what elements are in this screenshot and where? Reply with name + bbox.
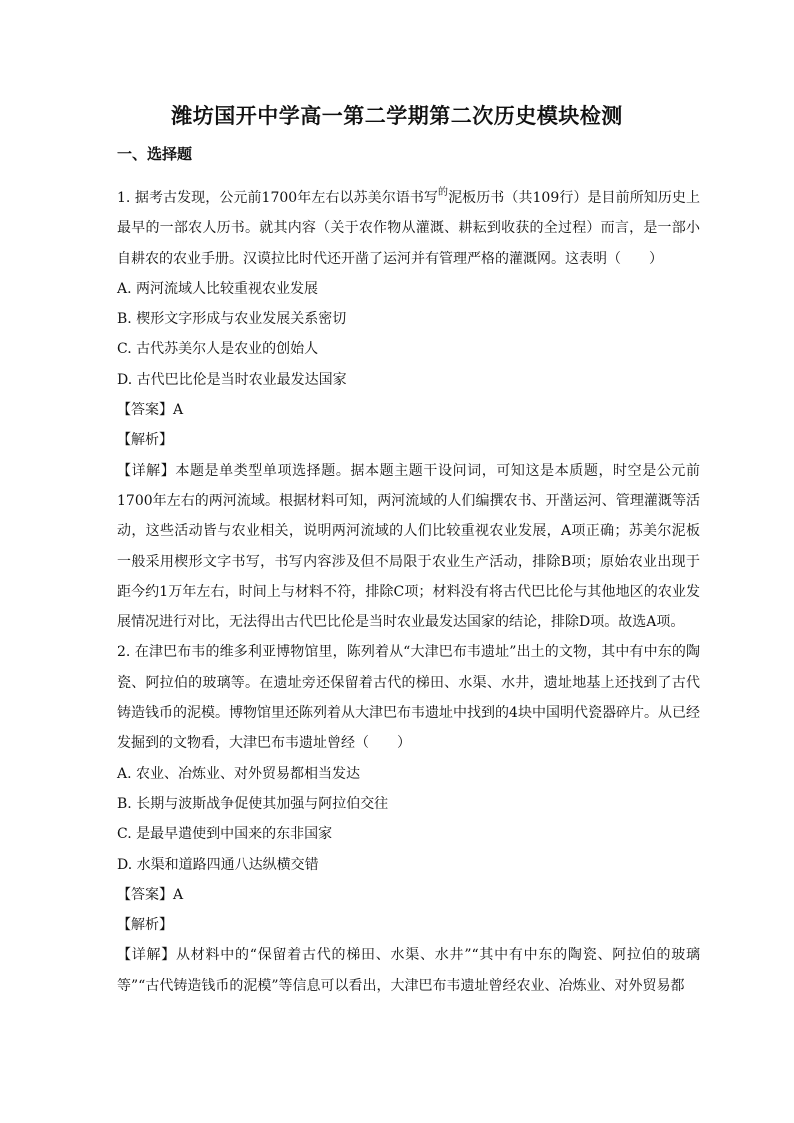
question-2-option-d: D. 水渠和道路四通八达纵横交错	[117, 856, 319, 873]
question-1-detail: 【详解】本题是单类型单项选择题。据本题主题干设问词，可知这是本质题，时空是公元前1700年左右的两河流域。根据材料可知，两河流域的人们编撰农书、开凿运河、管理灌溉等活动，这些活动皆与农业相关，说明两河流域的人们比较重视农业发展，A项正确；苏美尔泥板一般采用楔形文字书写，书写内容涉及但不局限于农业生产活动，排除B项；原始农业出现于距今约1万年左右，时间上与材料不符，排除C项；材料没有将古代巴比伦与其他地区的农业发展情况进行对比，无法得出古代巴比伦是当时农业最发达国家的结论，排除D项。故选A项。	[117, 462, 700, 631]
question-1-stem-superscript: 的	[438, 187, 449, 198]
question-1-option-d: D. 古代巴比伦是当时农业最发达国家	[117, 371, 347, 388]
question-2-detail: 【详解】从材料中的“保留着古代的梯田、水渠、水井”“其中有中东的陶瓷、阿拉伯的玻璃等”“古代铸造钱币的泥模”等信息可以看出，大津巴布韦遗址曾经农业、冶炼业、对外贸易都	[117, 947, 700, 994]
question-1-option-c: C. 古代苏美尔人是农业的创始人	[117, 341, 319, 358]
question-1	[117, 178, 700, 637]
page-title: 潍坊国开中学高一第二学期第二次历史模块检测	[171, 103, 623, 128]
question-2	[117, 637, 700, 1001]
question-1-option-b: B. 楔形文字形成与农业发展关系密切	[117, 311, 347, 328]
section-heading: 一、选择题	[117, 145, 193, 163]
question-1-answer: 【答案】A	[117, 402, 184, 419]
question-2-stem: 2. 在津巴布韦的维多利亚博物馆里，陈列着从“大津巴布韦遗址”出土的文物，其中有中东的陶瓷、阿拉伯的玻璃等。在遗址旁还保留着古代的梯田、水渠、水井，遗址地基上还找到了古代铸造钱币的泥模。博物馆里还陈列着从大津巴布韦遗址中找到的4块中国明代瓷器碎片。从已经发掘到的文物看，大津巴布韦遗址曾经（ ）	[117, 644, 700, 752]
question-2-analysis-label: 【解析】	[117, 917, 173, 934]
question-1-stem-part-a: 1. 据考古发现，公元前1700年左右以苏美尔语书写	[117, 190, 438, 206]
question-1-stem	[117, 178, 700, 274]
question-2-option-c: C. 是最早遣使到中国来的东非国家	[117, 826, 333, 843]
question-list	[117, 178, 700, 1001]
question-1-option-a: A. 两河流域人比较重视农业发展	[117, 280, 319, 297]
question-2-answer: 【答案】A	[117, 886, 184, 903]
question-2-option-b: B. 长期与波斯战争促使其加强与阿拉伯交往	[117, 795, 389, 812]
question-2-option-a: A. 农业、冶炼业、对外贸易都相当发达	[117, 765, 361, 782]
question-1-analysis-label: 【解析】	[117, 432, 173, 449]
question-1-stem-part-b: 泥板历书（共109行）是目前所知历史上最早的一部农人历书。就其内容（关于农作物从灌溉、耕耘到收获的全过程）而言，是一部小自耕农的农业手册。汉谟拉比时代还开凿了运河并有管理严格的灌溉网。这表明（ ）	[117, 190, 700, 267]
